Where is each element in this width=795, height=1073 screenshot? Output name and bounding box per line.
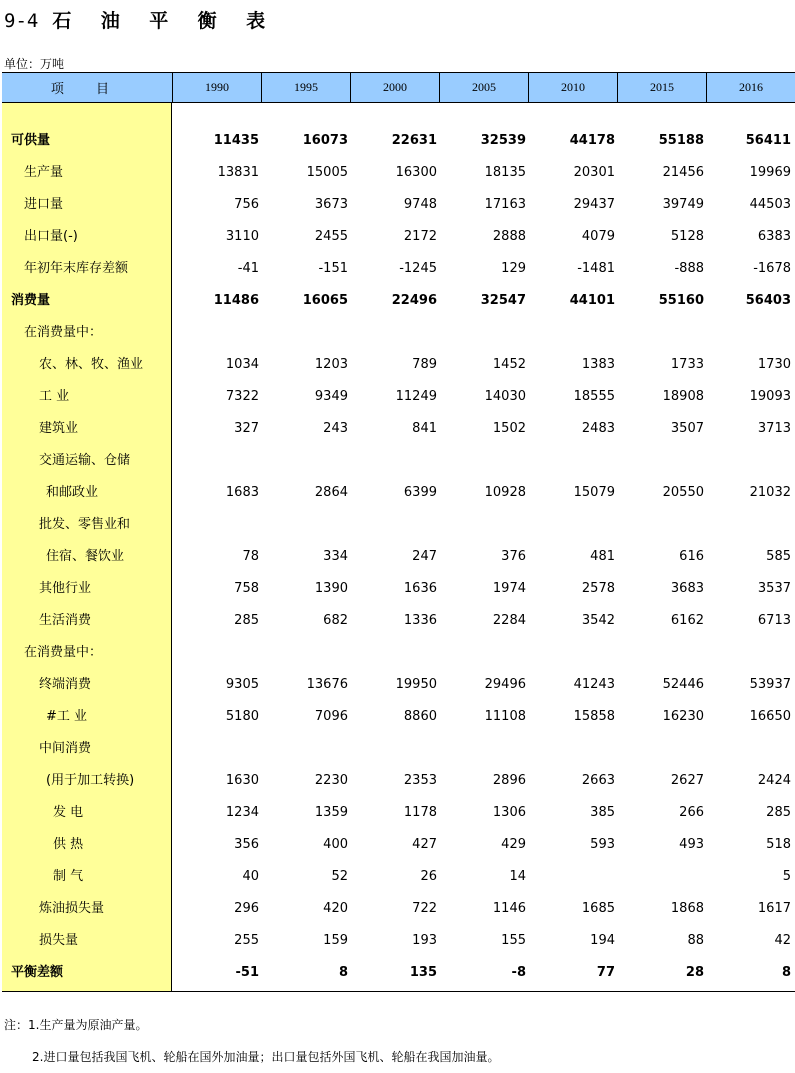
cell-value (268, 445, 348, 477)
cell-value: 16650 (749, 709, 791, 724)
table-row (2, 509, 795, 541)
cell-value: 1630 (225, 773, 259, 788)
cell-value: 1034 (225, 357, 259, 372)
oil-balance-table (2, 72, 795, 992)
cell-value: 14 (509, 869, 526, 884)
cell-value (446, 637, 526, 669)
table-row (2, 381, 795, 413)
cell-value: 16065 (302, 293, 348, 308)
cell-value: 285 (234, 613, 259, 628)
cell-value: 841 (412, 421, 437, 436)
cell-value (535, 861, 615, 893)
cell-value: 2888 (492, 229, 526, 244)
cell-value: 682 (323, 613, 348, 628)
cell-value (446, 509, 526, 541)
cell-value: 56411 (745, 133, 791, 148)
cell-value: 15858 (573, 709, 615, 724)
table-number: 9-4 (4, 10, 39, 32)
cell-value: 2663 (581, 773, 615, 788)
cell-value: 77 (596, 965, 615, 980)
cell-value: 334 (323, 549, 348, 564)
header-year: 2016 (706, 73, 795, 102)
cell-value: 16073 (302, 133, 348, 148)
cell-value: 1306 (492, 805, 526, 820)
cell-value: 493 (679, 837, 704, 852)
unit-label: 单位：万吨 (4, 57, 65, 71)
header-year: 2010 (528, 73, 617, 102)
cell-value: 2627 (670, 773, 704, 788)
row-label: 和邮政业 (46, 485, 99, 500)
cell-value: 11249 (395, 389, 437, 404)
header-year: 1995 (261, 73, 350, 102)
cell-value: 17163 (484, 197, 526, 212)
row-label: 生活消费 (39, 613, 92, 628)
cell-value: 5180 (225, 709, 259, 724)
cell-value: 385 (590, 805, 615, 820)
cell-value: 13676 (306, 677, 348, 692)
cell-value: 4079 (581, 229, 615, 244)
cell-value (357, 317, 437, 349)
cell-value: 3507 (670, 421, 704, 436)
cell-value: 5 (782, 869, 791, 884)
row-label: 建筑业 (39, 421, 79, 436)
cell-value (357, 445, 437, 477)
row-label: 中间消费 (39, 741, 92, 756)
cell-value: 78 (242, 549, 259, 564)
cell-value (624, 509, 704, 541)
cell-value: 21032 (749, 485, 791, 500)
cell-value: 518 (766, 837, 791, 852)
cell-value: 129 (501, 261, 526, 276)
cell-value: -41 (237, 261, 259, 276)
cell-value: 8860 (403, 709, 437, 724)
cell-value: 1452 (492, 357, 526, 372)
cell-value (179, 637, 259, 669)
cell-value: 2172 (403, 229, 437, 244)
cell-value: 2353 (403, 773, 437, 788)
cell-value: 56403 (745, 293, 791, 308)
cell-value: -51 (235, 965, 259, 980)
cell-value: 1359 (314, 805, 348, 820)
table-row (2, 829, 795, 861)
table-header (2, 72, 795, 103)
row-label: 供 热 (53, 837, 84, 852)
cell-value: 16300 (395, 165, 437, 180)
cell-value (624, 861, 704, 893)
cell-value (357, 733, 437, 765)
row-label: 在消费量中： (24, 325, 103, 340)
header-year: 1990 (172, 73, 261, 102)
cell-value: 19093 (749, 389, 791, 404)
cell-value: 1685 (581, 901, 615, 916)
row-label: 制 气 (53, 869, 84, 884)
cell-value: 6399 (403, 485, 437, 500)
cell-value: 7096 (314, 709, 348, 724)
table-row (2, 477, 795, 509)
cell-value (535, 733, 615, 765)
cell-value: 3683 (670, 581, 704, 596)
table-row (2, 285, 795, 317)
cell-value: 5128 (670, 229, 704, 244)
cell-value (535, 445, 615, 477)
cell-value: 585 (766, 549, 791, 564)
cell-value: 2578 (581, 581, 615, 596)
cell-value: 285 (766, 805, 791, 820)
cell-value: 2230 (314, 773, 348, 788)
row-label: 消费量 (11, 293, 51, 308)
cell-value: 3537 (757, 581, 791, 596)
cell-value: 1502 (492, 421, 526, 436)
cell-value: 32539 (480, 133, 526, 148)
table-row (2, 861, 795, 893)
cell-value (446, 317, 526, 349)
cell-value: 376 (501, 549, 526, 564)
cell-value: 266 (679, 805, 704, 820)
cell-value: 429 (501, 837, 526, 852)
cell-value (624, 637, 704, 669)
cell-value: 193 (412, 933, 437, 948)
cell-value: 26 (420, 869, 437, 884)
row-label: 终端消费 (39, 677, 92, 692)
cell-value: 10928 (484, 485, 526, 500)
cell-value: 593 (590, 837, 615, 852)
cell-value: 1730 (757, 357, 791, 372)
table-row (2, 957, 795, 989)
cell-value: 55188 (658, 133, 704, 148)
cell-value: 1203 (314, 357, 348, 372)
cell-value: 2483 (581, 421, 615, 436)
row-label: 进口量 (24, 197, 64, 212)
cell-value: 15005 (306, 165, 348, 180)
cell-value: 243 (323, 421, 348, 436)
cell-value: 356 (234, 837, 259, 852)
note-1: 注：1.生产量为原油产量。 (4, 1018, 148, 1032)
cell-value: 53937 (749, 677, 791, 692)
cell-value (446, 733, 526, 765)
cell-value: 1617 (757, 901, 791, 916)
cell-value (711, 317, 791, 349)
cell-value (711, 733, 791, 765)
cell-value (624, 317, 704, 349)
cell-value: 9305 (225, 677, 259, 692)
cell-value: 1336 (403, 613, 437, 628)
header-year: 2015 (617, 73, 706, 102)
cell-value (711, 637, 791, 669)
table-row (2, 701, 795, 733)
cell-value: 255 (234, 933, 259, 948)
cell-value: 11108 (484, 709, 526, 724)
cell-value: 1178 (403, 805, 437, 820)
cell-value: 44178 (569, 133, 615, 148)
table-row (2, 925, 795, 957)
cell-value: 1868 (670, 901, 704, 916)
cell-value: 722 (412, 901, 437, 916)
row-label: 出口量(-) (24, 229, 78, 244)
cell-value (268, 317, 348, 349)
cell-value: 19950 (395, 677, 437, 692)
cell-value: 22631 (391, 133, 437, 148)
cell-value: 400 (323, 837, 348, 852)
header-item: 项 目 (50, 82, 124, 97)
cell-value (268, 637, 348, 669)
cell-value: -151 (318, 261, 348, 276)
cell-value: 135 (409, 965, 437, 980)
cell-value: 6162 (670, 613, 704, 628)
row-label: 其他行业 (39, 581, 92, 596)
cell-value: 44503 (749, 197, 791, 212)
table-row (2, 893, 795, 925)
cell-value: -888 (674, 261, 704, 276)
cell-value: 18135 (484, 165, 526, 180)
table-row (2, 637, 795, 669)
cell-value (624, 733, 704, 765)
cell-value (268, 509, 348, 541)
table-title: 石 油 平 衡 表 (52, 10, 275, 32)
cell-value: -8 (511, 965, 526, 980)
table-row (2, 765, 795, 797)
cell-value: 7322 (225, 389, 259, 404)
cell-value (179, 445, 259, 477)
row-label: 交通运输、仓储 (39, 453, 131, 468)
cell-value (179, 509, 259, 541)
cell-value: 1683 (225, 485, 259, 500)
table-row (2, 541, 795, 573)
cell-value: 481 (590, 549, 615, 564)
cell-value: -1481 (577, 261, 615, 276)
cell-value: 3673 (314, 197, 348, 212)
cell-value (711, 445, 791, 477)
cell-value: 18555 (573, 389, 615, 404)
cell-value: 427 (412, 837, 437, 852)
cell-value: 2284 (492, 613, 526, 628)
cell-value: 3110 (225, 229, 259, 244)
cell-value: 32547 (480, 293, 526, 308)
table-row (2, 413, 795, 445)
table-row (2, 221, 795, 253)
cell-value (624, 445, 704, 477)
cell-value: 756 (234, 197, 259, 212)
row-label: 生产量 (24, 165, 64, 180)
cell-value: 55160 (658, 293, 704, 308)
table-row (2, 125, 795, 157)
cell-value: 155 (501, 933, 526, 948)
cell-value: 11435 (213, 133, 259, 148)
cell-value: 789 (412, 357, 437, 372)
row-label: 可供量 (11, 133, 51, 148)
row-label: 在消费量中： (24, 645, 103, 660)
row-label: #工 业 (46, 709, 88, 724)
cell-value: 1974 (492, 581, 526, 596)
row-label: 批发、零售业和 (39, 517, 131, 532)
cell-value: 11486 (213, 293, 259, 308)
cell-value: 1390 (314, 581, 348, 596)
cell-value (268, 733, 348, 765)
table-row (2, 445, 795, 477)
table-row (2, 189, 795, 221)
cell-value: 616 (679, 549, 704, 564)
cell-value: 88 (687, 933, 704, 948)
table-row (2, 317, 795, 349)
row-label: 年初年末库存差额 (24, 261, 129, 276)
cell-value: 20550 (662, 485, 704, 500)
cell-value: 29437 (573, 197, 615, 212)
page-title (4, 6, 274, 33)
cell-value (357, 509, 437, 541)
cell-value (179, 733, 259, 765)
cell-value: 28 (685, 965, 704, 980)
cell-value: 2864 (314, 485, 348, 500)
row-label: 农、林、牧、渔业 (39, 357, 144, 372)
cell-value: 13831 (217, 165, 259, 180)
cell-value: 3542 (581, 613, 615, 628)
table-body (2, 103, 795, 992)
table-row (2, 349, 795, 381)
cell-value (535, 317, 615, 349)
table-row (2, 797, 795, 829)
cell-value: 22496 (391, 293, 437, 308)
cell-value: 20301 (573, 165, 615, 180)
cell-value: 1146 (492, 901, 526, 916)
row-label: 平衡差额 (11, 965, 64, 980)
cell-value: 1733 (670, 357, 704, 372)
note-2: 2.进口量包括我国飞机、轮船在国外加油量；出口量包括外国飞机、轮船在我国加油量。 (32, 1050, 500, 1064)
cell-value: 9349 (314, 389, 348, 404)
row-label: 工 业 (39, 389, 70, 404)
cell-value: 19969 (749, 165, 791, 180)
cell-value: 6713 (757, 613, 791, 628)
table-row (2, 157, 795, 189)
table-row (2, 733, 795, 765)
cell-value: 40 (242, 869, 259, 884)
cell-value: 758 (234, 581, 259, 596)
table-row (2, 573, 795, 605)
cell-value: 42 (774, 933, 791, 948)
cell-value: 41243 (573, 677, 615, 692)
cell-value: 9748 (403, 197, 437, 212)
header-year: 2005 (439, 73, 528, 102)
cell-value (357, 637, 437, 669)
cell-value: 14030 (484, 389, 526, 404)
header-year: 2000 (350, 73, 439, 102)
cell-value: 8 (781, 965, 791, 980)
cell-value: 2896 (492, 773, 526, 788)
table-row (2, 669, 795, 701)
cell-value: 1636 (403, 581, 437, 596)
cell-value: 1234 (225, 805, 259, 820)
cell-value: 247 (412, 549, 437, 564)
cell-value: 3713 (757, 421, 791, 436)
cell-value: 327 (234, 421, 259, 436)
cell-value: -1245 (399, 261, 437, 276)
cell-value: 29496 (484, 677, 526, 692)
row-label: 住宿、餐饮业 (46, 549, 125, 564)
table-row (2, 253, 795, 285)
cell-value: 21456 (662, 165, 704, 180)
cell-value: 2455 (314, 229, 348, 244)
row-label: 炼油损失量 (39, 901, 105, 916)
footnotes (4, 1015, 499, 1067)
row-label: (用于加工转换) (46, 773, 135, 788)
cell-value: 194 (590, 933, 615, 948)
cell-value: 6383 (757, 229, 791, 244)
cell-value (711, 509, 791, 541)
cell-value: 15079 (573, 485, 615, 500)
cell-value: 420 (323, 901, 348, 916)
cell-value (446, 445, 526, 477)
cell-value: -1678 (753, 261, 791, 276)
cell-value: 2424 (757, 773, 791, 788)
cell-value: 18908 (662, 389, 704, 404)
cell-value (535, 509, 615, 541)
cell-value: 52446 (662, 677, 704, 692)
cell-value: 159 (323, 933, 348, 948)
cell-value: 44101 (569, 293, 615, 308)
cell-value (535, 637, 615, 669)
cell-value: 52 (331, 869, 348, 884)
cell-value: 39749 (662, 197, 704, 212)
row-label: 损失量 (39, 933, 79, 948)
row-label: 发 电 (53, 805, 84, 820)
cell-value: 296 (234, 901, 259, 916)
cell-value: 1383 (581, 357, 615, 372)
cell-value (179, 317, 259, 349)
cell-value: 8 (338, 965, 348, 980)
cell-value: 16230 (662, 709, 704, 724)
table-row (2, 605, 795, 637)
